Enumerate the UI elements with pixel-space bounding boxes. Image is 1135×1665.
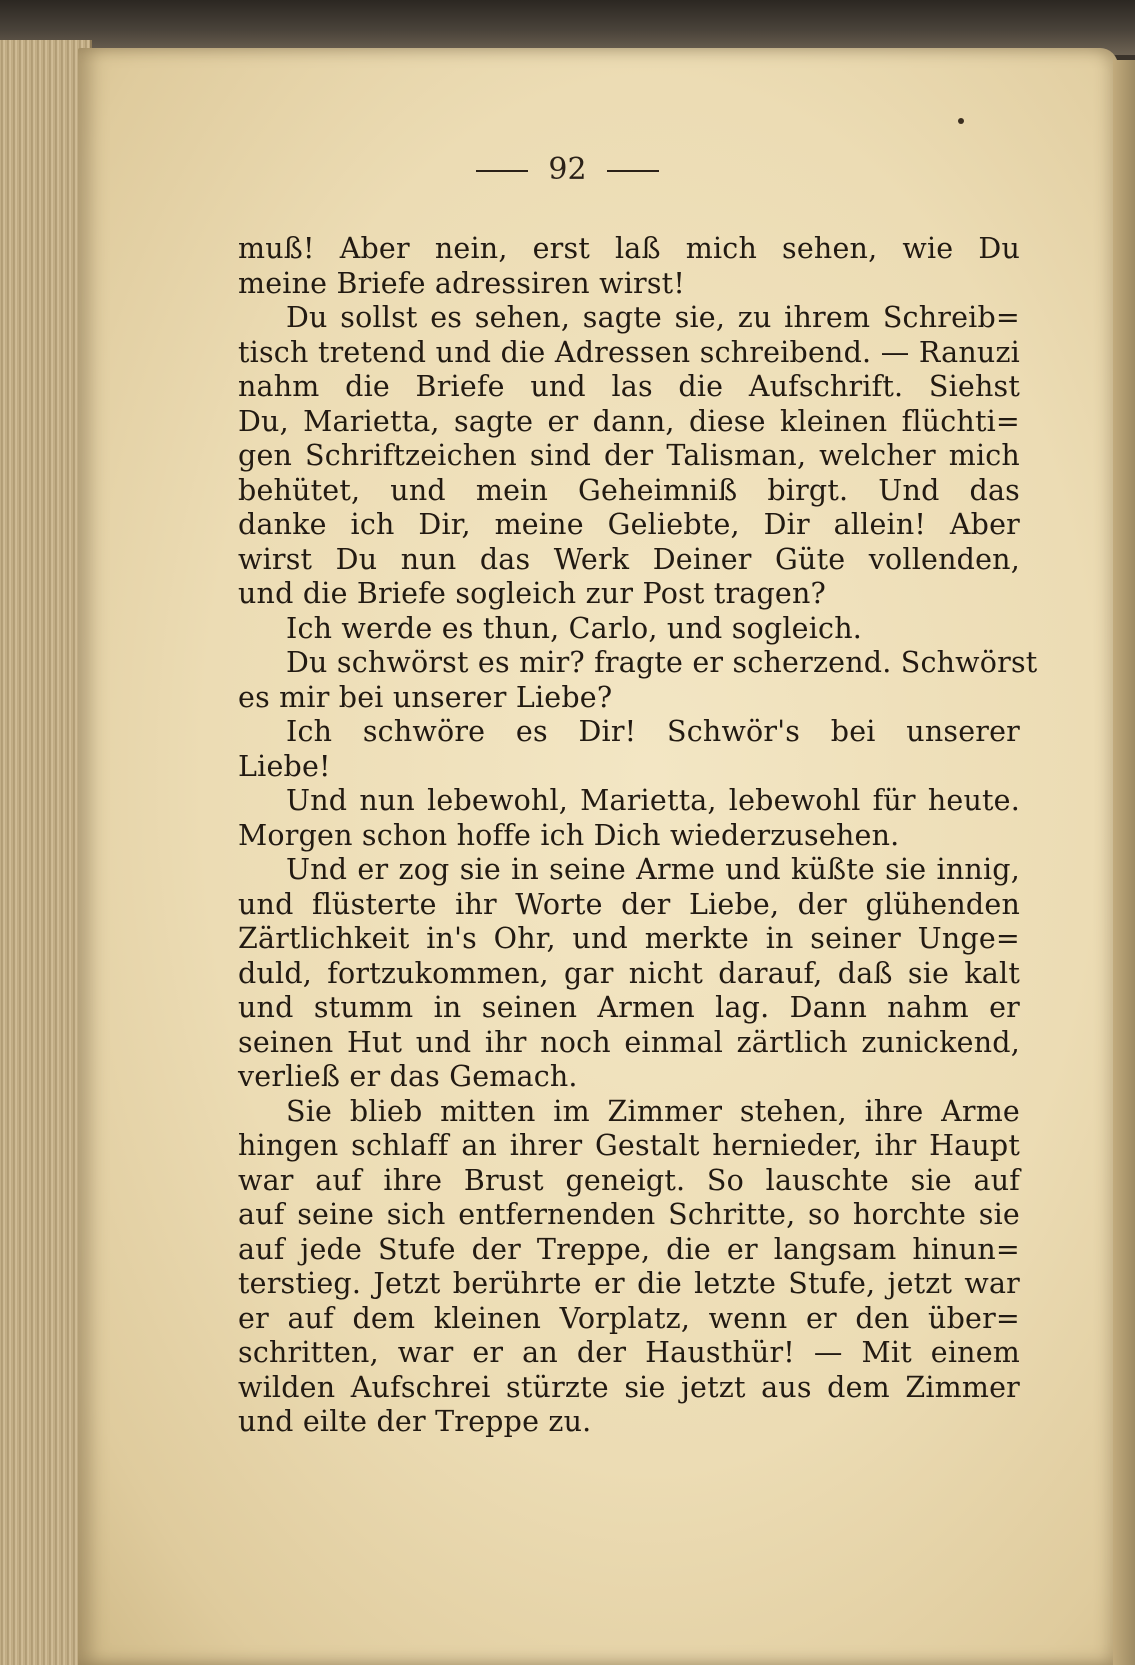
text-line: Ich werde es thun, Carlo, und sogleich. [286, 611, 863, 645]
text-line: terstieg. Jetzt berührte er die letzte Stufe, jetzt war [238, 1267, 1020, 1300]
text-line: Morgen schon hoffe ich Dich wiederzusehen. [238, 818, 900, 852]
book-binding [0, 0, 1135, 55]
ink-spot [958, 118, 964, 124]
text-line: schritten, war er an der Hausthür! — Mit einem [238, 1336, 1020, 1369]
text-line: nahm die Briefe und las die Aufschrift. Siehst [238, 370, 1020, 403]
text-line: er auf dem kleinen Vorplatz, wenn er den über= [238, 1301, 1020, 1335]
text-line: behütet, und mein Geheimniß birgt. Und das [238, 473, 1020, 507]
text-line: duld, fortzukommen, gar nicht darauf, daß sie kalt [238, 956, 1020, 990]
text-line: und die Briefe sogleich zur Post tragen? [238, 577, 827, 610]
text-line: hingen schlaff an ihrer Gestalt hernieder, ihr Haupt [238, 1129, 1020, 1162]
text-line: muß! Aber nein, erst laß mich sehen, wie Du [238, 232, 1020, 265]
text-line: und stumm in seinen Armen lag. Dann nahm er [238, 991, 1020, 1024]
text-line: und flüsterte ihr Worte der Liebe, der glühenden [238, 887, 1020, 921]
text-line: es mir bei unserer Liebe? [238, 680, 613, 714]
header-dash-left [476, 170, 528, 172]
text-line: Und er zog sie in seine Arme und küßte sie innig, [286, 853, 1020, 886]
page-body-text [238, 232, 1038, 1440]
text-line: war auf ihre Brust geneigt. So lauschte sie auf [238, 1163, 1020, 1197]
text-line: Du schwörst es mir? fragte er scherzend. Schwörst [286, 646, 1038, 679]
text-line: Sie blieb mitten im Zimmer stehen, ihre Arme [286, 1094, 1020, 1128]
text-line: seinen Hut und ihr noch einmal zärtlich zunickend, [238, 1025, 1020, 1059]
text-line: Zärtlichkeit in's Ohr, und merkte in seiner Unge= [238, 922, 1020, 955]
header-dash-right [607, 170, 659, 172]
text-line: Du sollst es sehen, sagte sie, zu ihrem Schreib= [286, 301, 1020, 334]
text-line: auf jede Stufe der Treppe, die er langsam hinun= [238, 1232, 1020, 1266]
text-line: wilden Aufschrei stürzte sie jetzt aus dem Zimmer [238, 1370, 1020, 1404]
text-line: verließ er das Gemach. [238, 1060, 578, 1093]
text-line: Ich schwöre es Dir! Schwör's bei unserer [286, 715, 1020, 748]
text-line: Und nun lebewohl, Marietta, lebewohl für heute. [286, 784, 1020, 817]
text-line: wirst Du nun das Werk Deiner Güte vollenden, [238, 542, 1020, 576]
page-header [0, 152, 1135, 187]
page-number: 92 [548, 152, 587, 187]
text-line: und eilte der Treppe zu. [238, 1405, 592, 1438]
text-line: tisch tretend und die Adressen schreibend. — Ranuzi [238, 335, 1020, 369]
text-line: Liebe! [238, 749, 331, 783]
text-line: danke ich Dir, meine Geliebte, Dir allein! Aber [238, 508, 1020, 541]
right-page-edge [1113, 60, 1135, 1665]
text-line: Du, Marietta, sagte er dann, diese kleinen flüchti= [238, 404, 1020, 438]
text-line: auf seine sich entfernenden Schritte, so horchte sie [238, 1198, 1020, 1231]
text-line: meine Briefe adressiren wirst! [238, 266, 685, 300]
text-line: gen Schriftzeichen sind der Talisman, welcher mich [238, 439, 1020, 472]
